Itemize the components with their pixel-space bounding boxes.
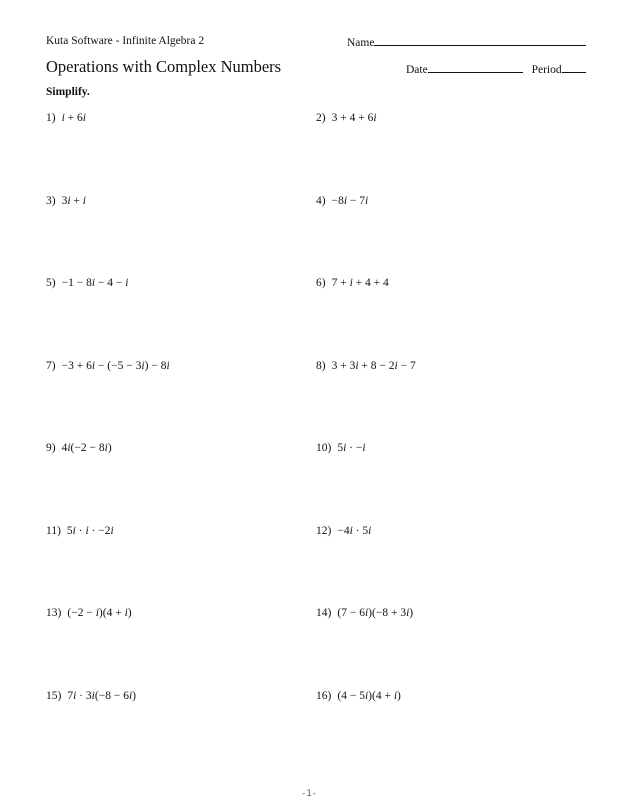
problem-number: 8)	[316, 359, 326, 372]
problem-item	[46, 607, 132, 619]
problem-item	[46, 195, 86, 207]
problem-number: 15)	[46, 689, 62, 702]
problem-item	[46, 112, 86, 124]
problem-number: 13)	[46, 607, 62, 619]
problem-expression: 7 + i + 4 + 4	[331, 277, 389, 289]
problem-expression: 5i · i · −2i	[66, 524, 114, 537]
problem-expression: (7 − 6i)(−8 + 3i)	[337, 607, 414, 619]
problem-expression: −4i · 5i	[337, 524, 372, 537]
name-blank-line	[374, 35, 586, 46]
problem-expression: −3 + 6i − (−5 − 3i) − 8i	[61, 359, 170, 372]
problem-item	[316, 525, 371, 537]
date-label: Date	[406, 64, 428, 76]
problem-expression: i + 6i	[61, 112, 86, 124]
problem-number: 2)	[316, 112, 326, 124]
page-number: -1-	[300, 789, 318, 799]
problem-expression: 3 + 4 + 6i	[331, 112, 377, 124]
problem-item	[46, 442, 112, 454]
problem-expression: (−2 − i)(4 + i)	[67, 607, 132, 619]
problem-item	[46, 525, 114, 537]
problem-item	[316, 195, 368, 207]
problem-item	[46, 277, 129, 289]
problem-item	[316, 277, 389, 289]
problem-item	[316, 690, 401, 702]
worksheet-title: Operations with Complex Numbers	[46, 57, 282, 76]
problem-number: 3)	[46, 194, 56, 207]
problem-expression: −8i − 7i	[331, 194, 369, 207]
problem-item	[316, 112, 377, 124]
problem-item	[316, 360, 416, 372]
instructions: Simplify.	[46, 86, 90, 98]
name-field	[347, 35, 586, 49]
problem-number: 11)	[46, 524, 61, 537]
problem-number: 4)	[316, 194, 326, 207]
problem-expression: 3i + i	[61, 194, 86, 207]
problem-expression: 3 + 3i + 8 − 2i − 7	[331, 359, 416, 372]
period-label: Period	[531, 64, 562, 76]
problem-item	[316, 607, 413, 619]
date-period-field	[406, 62, 586, 76]
problem-expression: 4i(−2 − 8i)	[61, 442, 112, 454]
problem-expression: 7i · 3i(−8 − 6i)	[67, 689, 136, 702]
problem-number: 16)	[316, 689, 332, 702]
problem-item	[316, 442, 366, 454]
problem-number: 5)	[46, 277, 56, 289]
problem-number: 6)	[316, 277, 326, 289]
problem-expression: (4 − 5i)(4 + i)	[337, 689, 401, 702]
problem-number: 10)	[316, 442, 332, 454]
name-label: Name	[347, 37, 375, 49]
problem-number: 12)	[316, 524, 332, 537]
problem-number: 1)	[46, 112, 56, 124]
problem-expression: 5i · −i	[337, 442, 366, 454]
publisher-label: Kuta Software - Infinite Algebra 2	[46, 35, 205, 47]
problem-expression: −1 − 8i − 4 − i	[61, 277, 129, 289]
problem-number: 9)	[46, 442, 56, 454]
problem-item	[46, 360, 170, 372]
date-blank-line	[428, 62, 523, 73]
problem-number: 7)	[46, 359, 56, 372]
period-blank-line	[562, 62, 586, 73]
problem-item	[46, 690, 136, 702]
problem-number: 14)	[316, 607, 332, 619]
